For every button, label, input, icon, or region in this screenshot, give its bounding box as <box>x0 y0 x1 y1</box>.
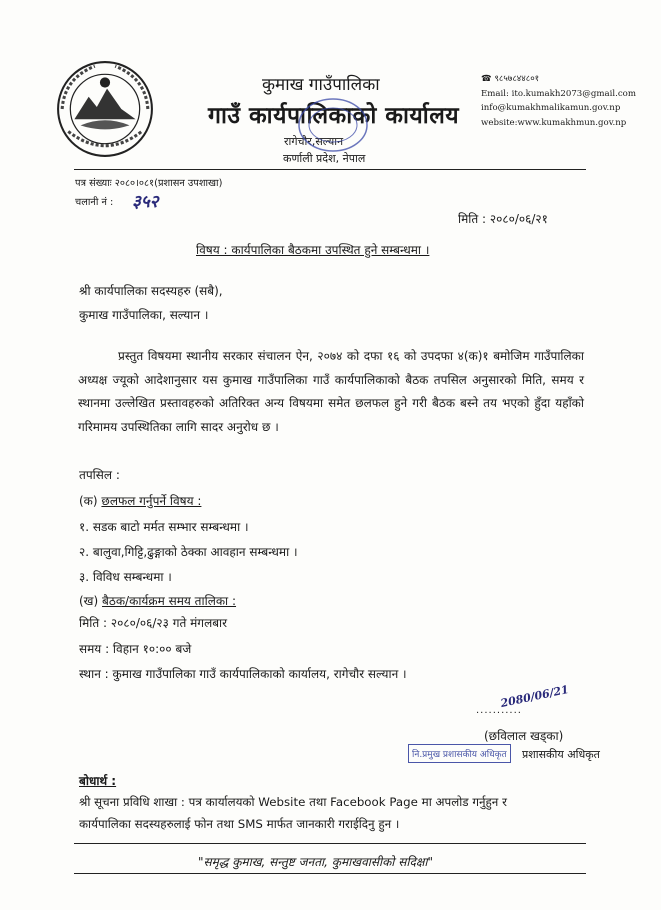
signature-dots: ........... <box>476 705 522 716</box>
signature-scribble: 2080/06/21 <box>499 682 570 711</box>
office-name-line1: कुमाख गाउँपालिका <box>262 75 380 95</box>
contact-block <box>481 72 636 130</box>
paragraph-text: प्रस्तुत विषयमा स्थानीय सरकार संचालन ऐन, २०७४ को दफा १६ को उपदफा ४(क)१ बमोजिम गाउँपालिका अध्यक्ष ज्यूको आदेशानुसार यस कुमाख गाउँपालिका गाउँ कार्यपालिकाको बैठक तपसिल अनुसारको मिति, समय र स्थानमा उल्लेखित प्रस्तावहरुको अतिरिक्त अन्य विषयमा समेत छलफल हुने गरी बैठक बस्ने तय भएको हुँदा यहाँको गरिमामय उपस्थितिका लागि सादर अनुरोध छ । <box>78 349 584 434</box>
agenda-heading <box>79 492 201 509</box>
footer-divider-top <box>74 843 586 844</box>
letter-number: पत्र संख्याः २०८०।०८१(प्रशासन उपशाखा) <box>75 178 223 189</box>
tapsil-label: तपसिल : <box>79 468 120 482</box>
schedule-label: बैठक/कार्यक्रम समय तालिका : <box>102 594 237 608</box>
office-address-line: रागेचौर,सल्यान <box>284 135 344 148</box>
agenda-item: २. बालुवा,गिट्टि,ढुङ्गाको ठेक्का आवहान सम्बन्धमा । <box>79 545 298 559</box>
agenda-prefix: (क) <box>79 494 98 508</box>
agenda-item: १. सडक बाटो मर्मत सम्भार सम्बन्धमा । <box>79 520 249 534</box>
schedule-prefix: (ख) <box>79 594 99 608</box>
subject-line: विषय : कार्यपालिका बैठकमा उपस्थित हुने सम्बन्धमा । <box>196 243 430 257</box>
website-text: website:www.kumakhmun.gov.np <box>481 117 627 128</box>
addressee-line1: श्री कार्यपालिका सदस्यहरु (सबै), <box>79 284 223 298</box>
letter-date: मिति : २०८०/०६/२१ <box>458 212 548 226</box>
office-seal-stamp <box>296 96 370 154</box>
phone-row <box>481 72 636 87</box>
office-province-line: कर्णाली प्रदेश, नेपाल <box>283 152 366 165</box>
bodhartha-text-line2: कार्यपालिका सदस्यहरुलाई फोन तथा SMS मार्फत जानकारी गराईदिनु हुन । <box>79 817 400 831</box>
emblem-logo <box>54 58 156 160</box>
header-divider <box>74 169 586 170</box>
footer-motto: "समृद्ध कुमाख, सन्तुष्ट जनता, कुमाखवासीको सदिक्षा" <box>198 855 434 869</box>
email-text: Email: ito.kumakh2073@gmail.com <box>481 88 636 99</box>
dispatch-label: चलानी नं : <box>75 197 114 208</box>
designation-stamp: नि.प्रमुख प्रशासकीय अधिकृत <box>408 744 511 763</box>
addressee-line2: कुमाख गाउँपालिका, सल्यान । <box>79 308 209 322</box>
schedule-place: स्थान : कुमाख गाउँपालिका गाउँ कार्यपालिकाको कार्यालय, रागेचौर सल्यान । <box>79 667 407 681</box>
dispatch-number: ३५२ <box>132 192 159 212</box>
agenda-label: छलफल गर्नुपर्ने विषय : <box>101 494 202 508</box>
footer-divider-bottom <box>74 873 586 874</box>
schedule-date: मिति : २०८०/०६/२३ गते मंगलबार <box>79 616 228 630</box>
telephone-icon: ☎ <box>481 74 492 84</box>
info-email-text: info@kumakhmalikamun.gov.np <box>481 103 621 113</box>
agenda-item: ३. विविध सम्बन्धमा । <box>79 570 172 584</box>
bodhartha-label: बोधार्थ : <box>79 774 117 788</box>
bodhartha-text-line1: श्री सूचना प्रविधि शाखा : पत्र कार्यालयको Website तथा Facebook Page मा अपलोड गर्नुहुन र <box>79 795 507 809</box>
signatory-name: (छविलाल खड्का) <box>484 729 564 743</box>
schedule-heading <box>79 592 236 609</box>
main-paragraph <box>78 345 584 439</box>
phone-number: ९८५७८४४८०१ <box>494 74 540 84</box>
office-name-line2: गाउँ कार्यपालिकाको कार्यालय <box>208 103 460 129</box>
signatory-title: प्रशासकीय अधिकृत <box>522 748 600 761</box>
schedule-time: समय : विहान १०:०० बजे <box>79 642 192 656</box>
